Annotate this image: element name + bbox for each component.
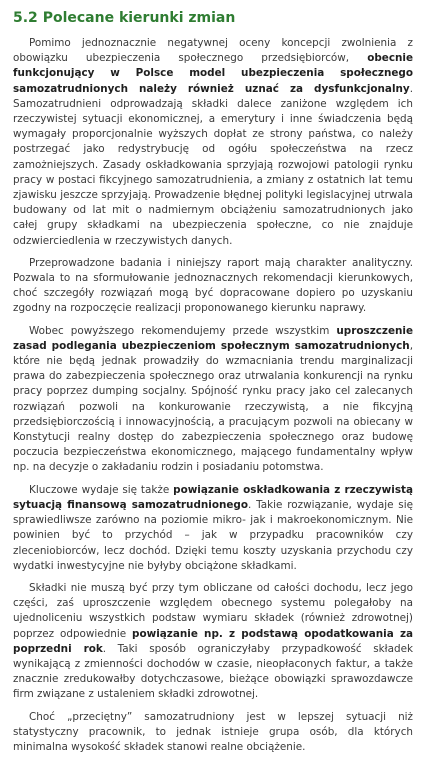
paragraph: [13, 36, 413, 249]
paragraph: [13, 483, 413, 574]
text-run: . Samozatrudnieni odprowadzają składki dalece zaniżone względem ich rzeczywistej sytuacji ekonomicznej, a emerytury i inne świadczenia będą wymagały proporcjonalnie wyższych dopłat ze strony państwa, co należy postrzegać jako redystrybucję od ogółu społeczeństwa na rzecz zamożniejszych. Zasady oskładkowania sprzyjają rozwojowi patologii rynku pracy w postaci fikcyjnego samozatrudnienia, a zmiany z ostatnich lat temu zjawisku jeszcze sprzyjają. Prowadzenie błędnej polityki legislacyjnej utrwala budowany od lat mit o nadmiernym obciążeniu samozatrudnionych jako całej grupy składkami na ubezpieczenia społeczne, co nie znajduje odzwierciedlenia w rzeczywistych danych.: [13, 82, 413, 247]
text-run: Wobec powyższego rekomendujemy przede wszystkim: [29, 324, 337, 337]
bold-text-run: powiązanie np. z podstawą opodatkowania za poprzedni rok: [13, 627, 414, 655]
paragraph: [13, 581, 413, 703]
text-run: Pomimo jednoznacznie negatywnej oceny koncepcji zwolnienia z obowiązku ubezpieczenia społecznego przedsiębiorców,: [13, 37, 413, 65]
paragraph: [13, 710, 413, 756]
bold-text-run: obecnie funkcjonujący w Polsce model ubezpieczenia społecznego samozatrudnionych należy również uznać za dysfunkcjonalny: [13, 52, 413, 95]
paragraph: [13, 324, 413, 476]
text-run: . Taki sposób ograniczyłaby przypadkowość składek wynikającą z zmienności dochodów w czasie, nieopłaconych faktur, a także znacznie zredukowałby dotychczasowe, bieżące obowiązki sprawozdawcze firm związane z ustaleniem składki zdrowotnej.: [13, 642, 414, 701]
bold-text-run: uproszczenie zasad podlegania ubezpieczeniom społecznym samozatrudnionych: [13, 324, 413, 352]
text-run: Kluczowe wydaje się także: [29, 483, 174, 496]
bold-text-run: powiązanie oskładkowania z rzeczywistą sytuacją finansową samozatrudnionego: [13, 483, 413, 511]
section-title: Polecane kierunki zmian: [42, 10, 236, 26]
section-heading: [13, 8, 413, 28]
text-run: Przeprowadzone badania i niniejszy raport mają charakter analityczny. Pozwala to na sformułowanie jednoznacznych rekomendacji kierunkowych, choć szczegóły rozwiązań mogą być dopracowane dopiero po uzyskaniu zgodny na rozpoczęcie realizacji proponowanego kierunku naprawy.: [13, 256, 413, 315]
paragraph: [13, 256, 413, 317]
text-run: Choć „przeciętny” samozatrudniony jest w lepszej sytuacji niż statystyczny pracownik, to jednak istnieje grupa osób, dla których minimalna wysokość składek stanowi realne obciążenie.: [13, 710, 413, 753]
text-run: , które nie będą jednak prowadziły do wzmacniania trendu marginalizacji prawa do zabezpieczenia społecznego oraz utrwalania konkurencji na rynku pracy poprzez dumping socjalny. Spójność rynku pracy jako cel zalecanych rozwiązań pozwoli na konkurowanie rzeczywistą, a nie fikcyjną przedsiębiorczością i innowacyjnością, a pracującym pozwoli na obiecany w Konstytucji realny dostęp do zabezpieczenia społecznego oraz budowę poczucia bezpieczeństwa ekonomicznego, mającego fundamentalny wpływ np. na decyzje o zakładaniu rodzin i posiadaniu potomstwa.: [13, 339, 413, 474]
section-number: 5.2: [13, 10, 38, 26]
body-text: [13, 36, 413, 755]
text-run: . Takie rozwiązanie, wydaje się sprawiedliwsze zarówno na poziomie mikro- jak i makroekonomicznym. Nie powinien być to przychód – jak w przypadku pracowników czy zleceniobiorców, lecz dochód. Dzięki temu koszty uzyskania przychodu czy wydatki inwestycyjne nie byłyby obciążone składkami.: [13, 498, 413, 572]
text-run: Składki nie muszą być przy tym obliczane od całości dochodu, lecz jego części, zaś uproszczenie względem obecnego systemu polegałoby na ujednoliceniu wszystkich podstaw wymiaru składek (również zdrowotnej) poprzez odpowiednie: [13, 581, 413, 640]
